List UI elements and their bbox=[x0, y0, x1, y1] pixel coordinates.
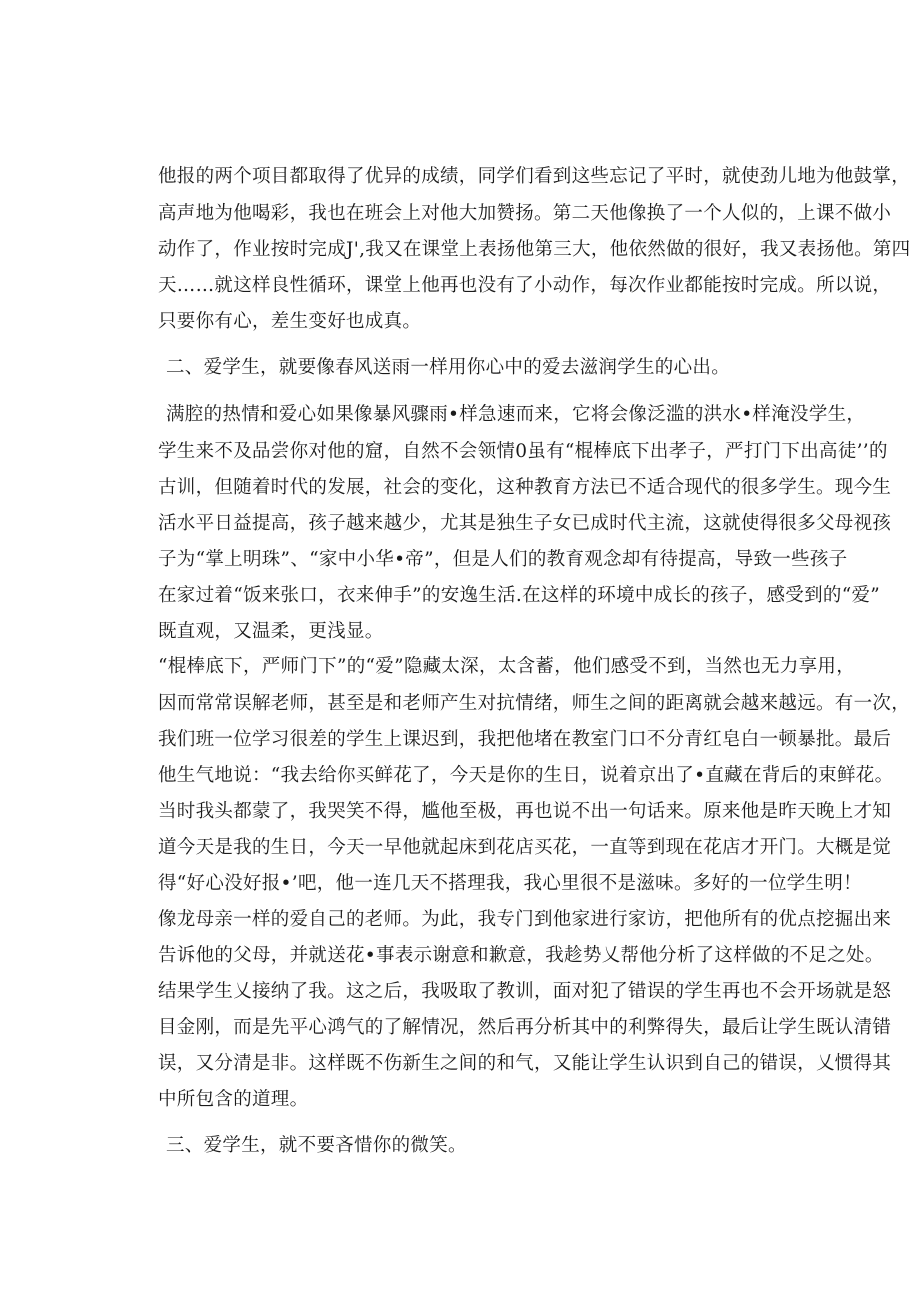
paragraph-2-line-1: 满腔的热情和爱心如果像暴风骤雨•样急速而来，它将会像泛滥的洪水•样淹没学生， bbox=[166, 404, 866, 425]
paragraph-3-line-5: 当时我头都蒙了，我哭笑不得，尴他至极，再也说不出一句话来。原来他是昨天晚上才知 bbox=[158, 801, 892, 822]
paragraph-1-line-4: 天……就这样良性循环，课堂上他再也没有了小动作，每次作业都能按时完成。所以说， bbox=[158, 275, 892, 296]
paragraph-2-line-5: 子为“掌上明珠”、“家中小华•帝”，但是人们的教育观念却有待提高，导致一些孩子 bbox=[158, 549, 848, 570]
paragraph-3-line-11: 目金刚，而是先平心鸿气的了解情况，然后再分析其中的利弊得失，最后让学生既认清错 bbox=[158, 1017, 892, 1038]
paragraph-3-line-10: 结果学生乂接纳了我。这之后，我吸取了教训，面对犯了错误的学生再也不会开场就是怒 bbox=[158, 981, 892, 1002]
paragraph-3-line-8: 像龙母亲一样的爱自己的老师。为此，我专门到他家进行家访，把他所有的优点挖掘出来 bbox=[158, 909, 892, 930]
paragraph-3-line-6: 道今天是我的生日，今天一早他就起床到花店买花，一直等到现在花店才开门。大概是觉 bbox=[158, 837, 892, 858]
paragraph-1-line-2: 高声地为他喝彩，我也在班会上对他大加赞扬。第二天他像换了一个人似的，上课不做小 bbox=[158, 203, 892, 224]
section-heading-2: 二、爱学生，就要像春风送雨一样用你心中的爱去滋润学生的心出。 bbox=[166, 357, 731, 378]
paragraph-3-line-3: 我们班一位学习很差的学生上课迟到，我把他堵在教室门口不分青红皂白一顿暴批。最后 bbox=[158, 729, 892, 750]
paragraph-1-line-5: 只要你有心，差生变好也成真。 bbox=[158, 311, 422, 332]
paragraph-2-line-3: 古训，但随着时代的发展，社会的变化，这种教育方法已不适合现代的很多学生。现今生 bbox=[158, 477, 892, 498]
paragraph-1-line-3: 动作了，作业按时完成J',我又在课堂上表扬他第三大，他依然做的很好，我又表扬他。第四 bbox=[158, 239, 911, 260]
paragraph-3-line-9: 告诉他的父母，并就送花•事表示谢意和歉意，我趁势乂帮他分析了这样做的不足之处。 bbox=[158, 945, 884, 966]
paragraph-3-line-12: 误，又分清是非。这样既不伤新生之间的和气，又能让学生认识到自己的错误，乂惯得其 bbox=[158, 1053, 892, 1074]
section-heading-3: 三、爱学生，就不要吝惜你的微笑。 bbox=[166, 1135, 467, 1156]
paragraph-2-line-4: 活水平日益提高，孩子越来越少，尤其是独生子女已成时代主流，这就使得很多父母视孩 bbox=[158, 513, 892, 534]
paragraph-2-line-7: 既直观，又温柔，更浅显。 bbox=[158, 621, 384, 642]
paragraph-2-line-2: 学生来不及品尝你对他的窟，自然不会领情0虽有“棍棒底下出孝子，严打门下出高徒’’的 bbox=[158, 441, 888, 462]
paragraph-3-line-7: 得“好心没好报•’吧，他一连几天不搭理我，我心里很不是滋味。多好的一位学生明！ bbox=[158, 873, 862, 894]
paragraph-3-line-13: 中所包含的道理。 bbox=[158, 1089, 309, 1110]
paragraph-2-line-6: 在家过着“饭来张口，衣来伸手”的安逸生活.在这样的环境中成长的孩子，感受到的“爱” bbox=[158, 585, 881, 606]
paragraph-3-line-4: 他生气地说：“我去给你买鲜花了，今天是你的生日，说着京出了•直藏在背后的束鲜花。 bbox=[158, 765, 894, 786]
paragraph-3-line-1: “棍棒底下，严师门下”的“爱”隐藏太深，太含蓄，他们感受不到，当然也无力享用， bbox=[158, 656, 856, 677]
paragraph-3-line-2: 因而常常误解老师，甚至是和老师产生对抗情绪，师生之间的距离就会越来越远。有一次， bbox=[158, 693, 911, 714]
paragraph-1-line-1: 他报的两个项目都取得了优异的成绩，同学们看到这些忘记了平时，就使劲儿地为他鼓掌， bbox=[158, 166, 911, 187]
